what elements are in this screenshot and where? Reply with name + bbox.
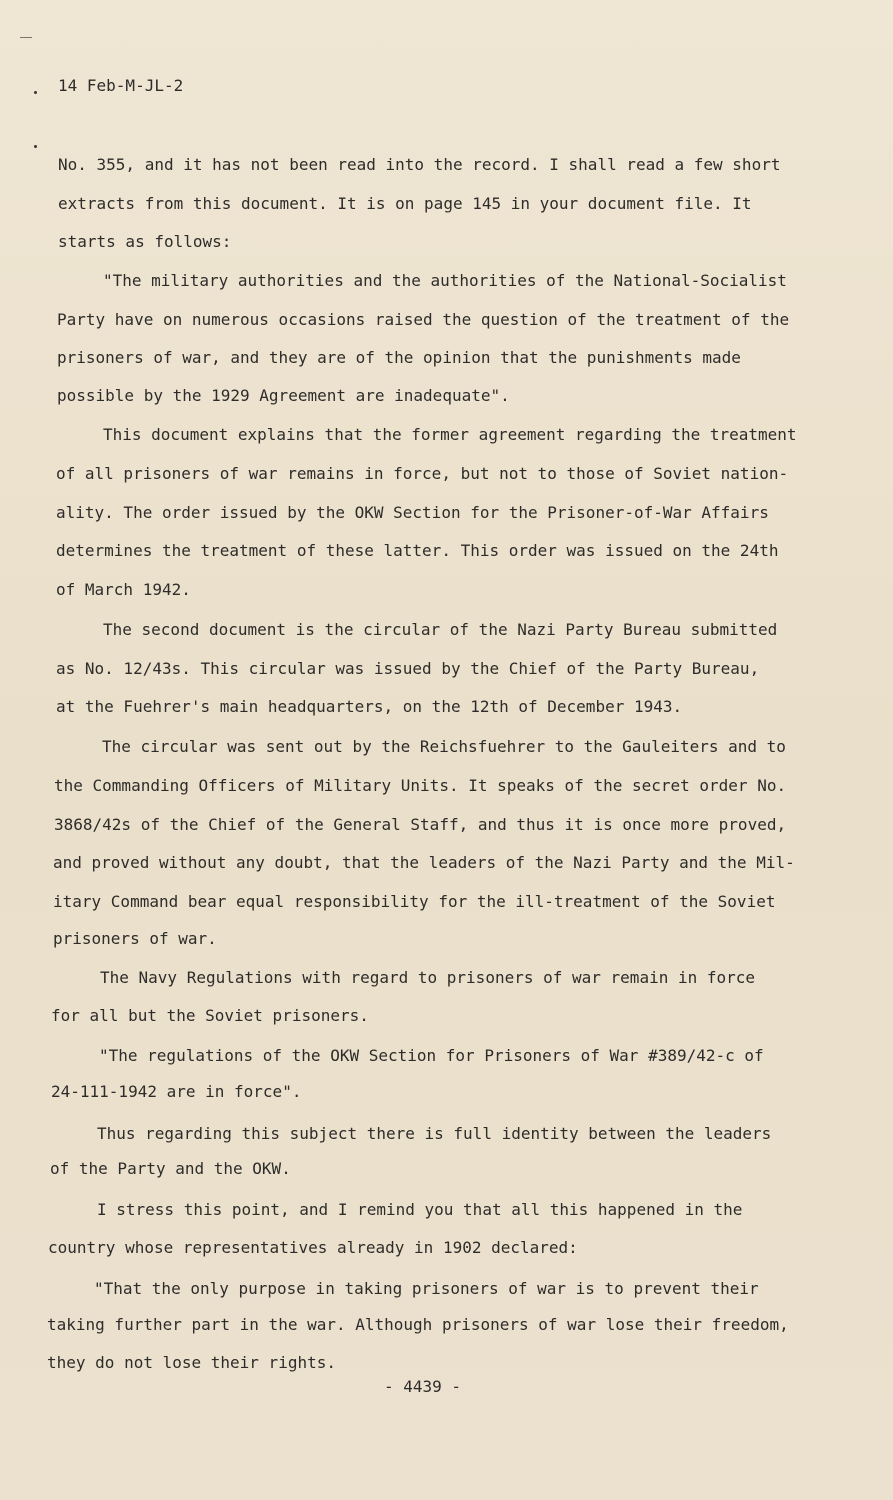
body-line: the Commanding Officers of Military Units. It speaks of the secret order No. xyxy=(54,776,787,795)
body-line: itary Command bear equal responsibility for the ill-treatment of the Soviet xyxy=(53,892,776,911)
body-line: of all prisoners of war remains in force, but not to those of Soviet nation- xyxy=(56,464,789,483)
body-line: taking further part in the war. Although prisoners of war lose their freedom, xyxy=(47,1315,789,1334)
page-number: - 4439 - xyxy=(384,1377,462,1396)
body-line: The circular was sent out by the Reichsfuehrer to the Gauleiters and to xyxy=(102,737,786,756)
body-line: prisoners of war, and they are of the opinion that the punishments made xyxy=(57,348,741,367)
body-line: The Navy Regulations with regard to prisoners of war remain in force xyxy=(100,968,756,987)
body-line: for all but the Soviet prisoners. xyxy=(51,1006,369,1025)
body-line: No. 355, and it has not been read into the record. I shall read a few short xyxy=(58,155,781,174)
body-line: and proved without any doubt, that the leaders of the Nazi Party and the Mil- xyxy=(53,853,795,872)
body-line: of the Party and the OKW. xyxy=(50,1159,291,1178)
body-line: "The military authorities and the authorities of the National-Socialist xyxy=(103,271,787,290)
body-line: extracts from this document. It is on page 145 in your document file. It xyxy=(58,194,752,213)
body-line: 3868/42s of the Chief of the General Staff, and thus it is once more proved, xyxy=(54,815,787,834)
body-line: determines the treatment of these latter. This order was issued on the 24th xyxy=(56,541,779,560)
body-line: The second document is the circular of the Nazi Party Bureau submitted xyxy=(103,620,778,639)
body-line: country whose representatives already in 1902 declared: xyxy=(48,1238,578,1257)
body-line: 24-111-1942 are in force". xyxy=(51,1082,302,1101)
body-line: prisoners of war. xyxy=(53,929,217,948)
body-line: "The regulations of the OKW Section for Prisoners of War #389/42-c of xyxy=(99,1046,764,1065)
body-line: "That the only purpose in taking prisoners of war is to prevent their xyxy=(94,1279,759,1298)
body-line: at the Fuehrer's main headquarters, on the 12th of December 1943. xyxy=(56,697,683,716)
body-line: of March 1942. xyxy=(56,580,191,599)
body-line: This document explains that the former agreement regarding the treatment xyxy=(103,425,797,444)
body-line: ality. The order issued by the OKW Section for the Prisoner-of-War Affairs xyxy=(56,503,769,522)
body-line: starts as follows: xyxy=(58,232,232,251)
margin-dot-2 xyxy=(34,145,37,148)
body-line: possible by the 1929 Agreement are inadequate". xyxy=(57,386,510,405)
body-line: Party have on numerous occasions raised the question of the treatment of the xyxy=(57,310,790,329)
body-line: they do not lose their rights. xyxy=(47,1353,336,1372)
margin-mark-top xyxy=(20,37,32,38)
body-line: as No. 12/43s. This circular was issued by the Chief of the Party Bureau, xyxy=(56,659,760,678)
margin-dot-1 xyxy=(34,91,37,94)
body-line: Thus regarding this subject there is full identity between the leaders xyxy=(97,1124,772,1143)
header-reference: 14 Feb-M-JL-2 xyxy=(58,76,184,95)
body-line: I stress this point, and I remind you that all this happened in the xyxy=(97,1200,743,1219)
